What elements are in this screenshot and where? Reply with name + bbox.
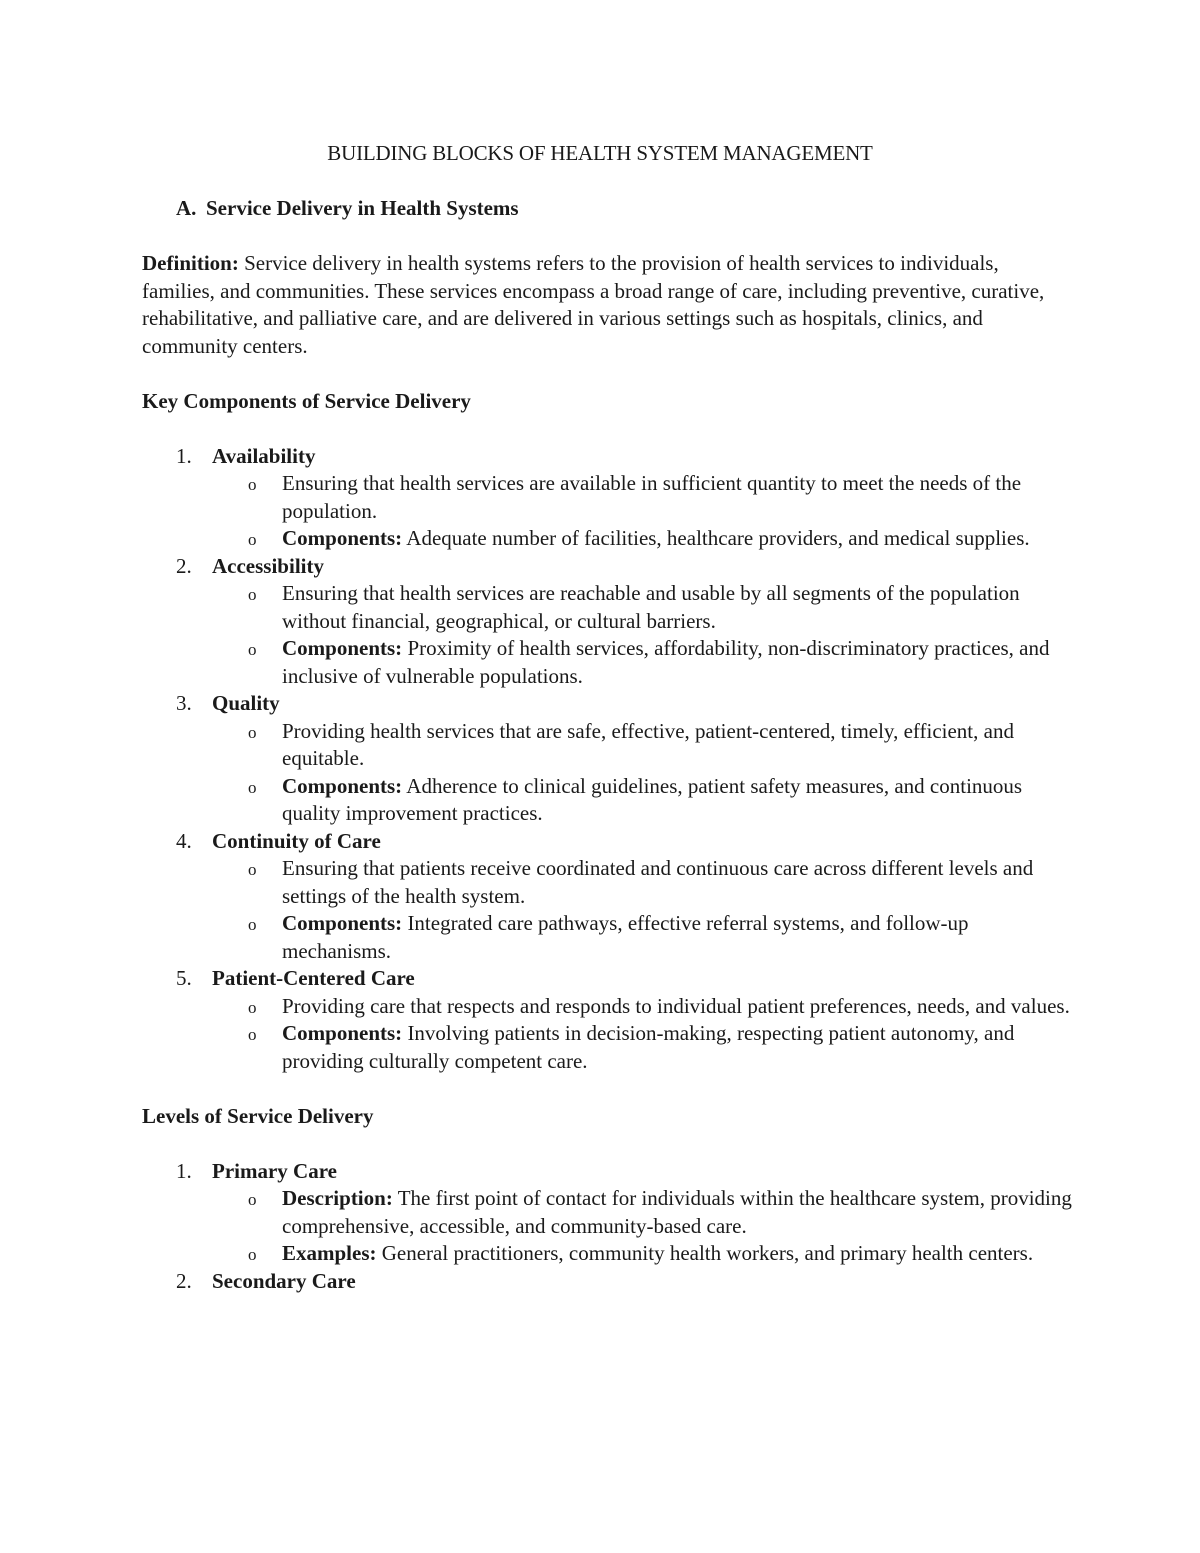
list-item xyxy=(142,690,1072,828)
section-heading xyxy=(142,195,1072,223)
sub-bullet-list xyxy=(212,718,1072,828)
bullet-circle-icon: o xyxy=(248,585,257,604)
bullet-label: Examples: xyxy=(282,1241,377,1265)
definition-label: Definition: xyxy=(142,251,239,275)
bullet-circle-icon: o xyxy=(248,997,257,1017)
item-title: Primary Care xyxy=(212,1158,337,1183)
bullet-circle-icon: o xyxy=(248,1190,257,1209)
sub-bullet-list xyxy=(212,580,1072,690)
bullet-circle-icon: o xyxy=(248,1025,257,1044)
bullet-text: Providing health services that are safe, effective, patient-centered, timely, efficient, and equitable. xyxy=(282,718,1014,770)
bullet-text: The first point of contact for individuals within the healthcare system, providing comprehensive, accessible, and community-based care. xyxy=(282,1186,1072,1238)
item-title: Secondary Care xyxy=(212,1268,356,1293)
list-item xyxy=(142,828,1072,966)
sub-bullet-item xyxy=(212,525,1072,553)
sub-bullet-item xyxy=(212,993,1072,1021)
sub-bullet-item xyxy=(212,580,1072,635)
item-title: Quality xyxy=(212,691,280,715)
sub-bullet-item xyxy=(212,470,1072,525)
bullet-text: Ensuring that patients receive coordinated and continuous care across different levels and settings of the health system. xyxy=(282,856,1034,908)
key-components-list xyxy=(142,443,1072,1076)
bullet-label: Components: xyxy=(282,636,403,660)
bullet-label: Components: xyxy=(282,526,403,550)
bullet-text: General practitioners, community health workers, and primary health centers. xyxy=(376,1241,1034,1265)
item-title: Availability xyxy=(212,443,316,468)
sub-bullet-item xyxy=(212,773,1072,828)
section-marker: A. xyxy=(176,196,197,220)
bullet-text: Ensuring that health services are available in sufficient quantity to meet the needs of the population. xyxy=(282,471,1022,523)
sub-bullet-item xyxy=(212,718,1072,773)
bullet-circle-icon: o xyxy=(248,915,257,934)
list-item xyxy=(142,1268,1072,1296)
list-item xyxy=(142,553,1072,691)
bullet-label: Components: xyxy=(282,1021,403,1045)
bullet-circle-icon: o xyxy=(248,1245,257,1264)
bullet-circle-icon: o xyxy=(248,475,257,494)
sub-bullet-item xyxy=(212,855,1072,910)
sub-bullet-list xyxy=(212,993,1072,1076)
sub-bullet-list xyxy=(212,1185,1072,1268)
document-page xyxy=(142,140,1072,1295)
bullet-circle-icon: o xyxy=(248,530,257,549)
list-item xyxy=(142,965,1072,1075)
section-heading-text: Service Delivery in Health Systems xyxy=(206,196,519,220)
item-number: 4. xyxy=(176,828,192,853)
bullet-text: Proximity of health services, affordability, non-discriminatory practices, and inclusive of vulnerable populations. xyxy=(282,636,1050,688)
item-number: 1. xyxy=(176,443,192,468)
levels-list xyxy=(142,1158,1072,1296)
sub-bullet-list xyxy=(212,470,1072,553)
bullet-label: Description: xyxy=(282,1186,393,1210)
bullet-text: Adequate number of facilities, healthcare providers, and medical supplies. xyxy=(402,526,1030,550)
item-title: Patient-Centered Care xyxy=(212,966,415,990)
levels-heading: Levels of Service Delivery xyxy=(142,1103,374,1128)
list-item xyxy=(142,443,1072,553)
bullet-text: Adherence to clinical guidelines, patient safety measures, and continuous quality improvement practices. xyxy=(282,773,1023,825)
bullet-circle-icon: o xyxy=(248,722,257,742)
item-number: 5. xyxy=(176,966,192,990)
bullet-circle-icon: o xyxy=(248,777,257,797)
bullet-text: Involving patients in decision-making, respecting patient autonomy, and providing culturally competent care. xyxy=(282,1021,1015,1073)
bullet-text: Ensuring that health services are reachable and usable by all segments of the population without financial, geographical, or cultural barriers. xyxy=(282,581,1020,633)
bullet-circle-icon: o xyxy=(248,640,257,659)
item-number: 1. xyxy=(176,1158,192,1183)
definition-text: Service delivery in health systems refers to the provision of health services to individuals, families, and communities. These services encompass a broad range of care, including preventive, curative, rehabilitative, and palliative care, and are delivered in various settings such as hospitals, clinics, and community centers. xyxy=(142,251,1045,358)
item-number: 3. xyxy=(176,691,192,715)
sub-bullet-item xyxy=(212,635,1072,690)
item-title: Continuity of Care xyxy=(212,828,381,853)
bullet-text: Integrated care pathways, effective referral systems, and follow-up mechanisms. xyxy=(282,911,969,963)
item-title: Accessibility xyxy=(212,553,324,578)
list-item xyxy=(142,1158,1072,1268)
sub-bullet-item xyxy=(212,1185,1072,1240)
item-number: 2. xyxy=(176,1268,192,1293)
item-number: 2. xyxy=(176,553,192,578)
sub-bullet-item xyxy=(212,1240,1072,1268)
bullet-circle-icon: o xyxy=(248,860,257,879)
sub-bullet-list xyxy=(212,855,1072,965)
definition-paragraph xyxy=(142,250,1072,360)
key-components-heading: Key Components of Service Delivery xyxy=(142,388,471,413)
document-title: BUILDING BLOCKS OF HEALTH SYSTEM MANAGEMENT xyxy=(327,141,873,165)
bullet-text: Providing care that respects and responds to individual patient preferences, needs, and values. xyxy=(282,993,1070,1018)
bullet-label: Components: xyxy=(282,911,403,935)
sub-bullet-item xyxy=(212,910,1072,965)
sub-bullet-item xyxy=(212,1020,1072,1075)
bullet-label: Components: xyxy=(282,773,403,798)
